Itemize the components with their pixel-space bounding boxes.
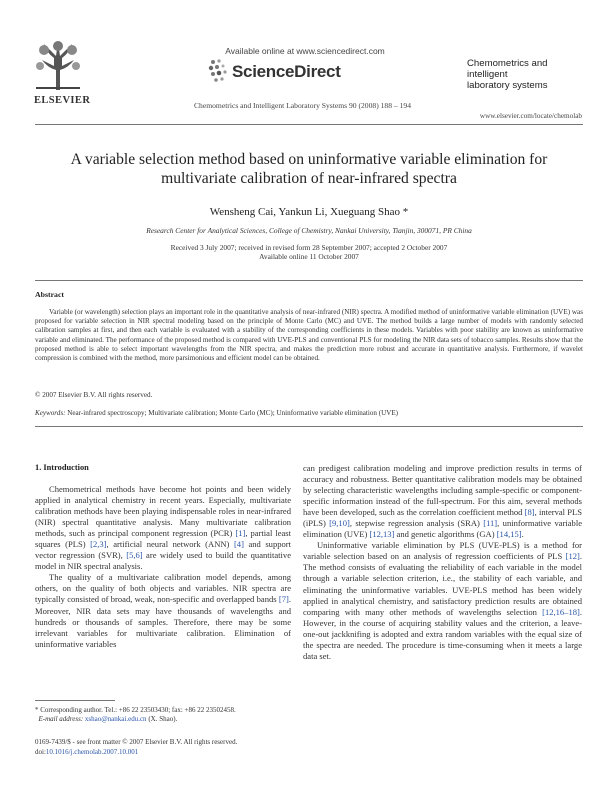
sciencedirect-dots-icon bbox=[208, 58, 228, 84]
citation-link[interactable]: [4] bbox=[233, 539, 244, 550]
journal-title-line: laboratory systems bbox=[467, 80, 548, 92]
email-label: E-mail address: bbox=[38, 715, 84, 723]
keywords-label: Keywords: bbox=[35, 409, 66, 417]
text-run: . The method consists of evaluating the reliability of each variable in the model through a variable selection criterion, i.e., the stability of each variable, and eliminating the uninformative variables. UVE-PLS method has been widely applied in analytical chemistry, and satisfactory prediction results are obtained comparing with many other methods of wavelengths selection bbox=[303, 551, 582, 617]
issn-line: 0169-7439/$ - see front matter © 2007 Elsevier B.V. All rights reserved. bbox=[35, 738, 238, 746]
title-line: A variable selection method based on uninformative variable elimination for bbox=[70, 151, 548, 168]
journal-title-line: intelligent bbox=[467, 69, 508, 81]
text-run: , uninformative variable elimination (UVE) bbox=[303, 518, 582, 540]
keywords-list: Near-infrared spectroscopy; Multivariate calibration; Monte Carlo (MC); Uninformative variable elimination (UVE) bbox=[65, 409, 399, 417]
corresponding-author-line: * Corresponding author. Tel.: +86 22 23503430; fax: +86 22 23502458. bbox=[35, 706, 236, 714]
email-link[interactable]: xshao@nankai.edu.cn bbox=[84, 715, 147, 723]
text-run: The quality of a multivariate calibration model depends, among others, on the quality of both objects and variables. NIR spectra are typically consisted of broad, weak, non-specific and overlapped bands bbox=[35, 572, 291, 605]
abstract-heading: Abstract bbox=[35, 290, 65, 299]
front-matter bbox=[35, 738, 291, 757]
text-run: Chemometrical methods have become hot points and been widely applied in analytical chemistry in recent years. Especially, multivariate calibration methods have been playing indispensable roles in near-infrared (NIR) spectral quantitative analysis. Many multivariate calibration methods, such as principal component regression (PCR) bbox=[35, 484, 291, 539]
abstract-top-divider bbox=[35, 280, 583, 281]
right-column bbox=[303, 463, 582, 662]
journal-citation: Chemometrics and Intelligent Laboratory Systems 90 (2008) 188 – 194 bbox=[193, 101, 411, 110]
text-run: . However, in the course of acquiring stability values and the criterion, a leave-one-out jackknifing is adopted and extra random variables with the equal size of the spectra are needed. The procedure is time-consuming when it meets a large data set. bbox=[303, 606, 582, 661]
intro-paragraph-1 bbox=[35, 484, 291, 572]
left-column bbox=[35, 463, 291, 650]
citation-link[interactable]: [11] bbox=[483, 518, 498, 529]
title-line: multivariate calibration of near-infrared spectra bbox=[161, 170, 457, 187]
journal-title-line: Chemometrics and bbox=[467, 58, 548, 69]
corresponding-author-footnote bbox=[35, 706, 291, 724]
text-run: , partial least squares (PLS) bbox=[35, 528, 291, 550]
doi-line bbox=[35, 748, 291, 758]
citation-link[interactable]: [12,13] bbox=[369, 529, 395, 540]
header-divider bbox=[35, 124, 583, 125]
publisher-name: ELSEVIER bbox=[34, 95, 91, 106]
available-date: Available online 11 October 2007 bbox=[259, 252, 359, 262]
doi-prefix: doi: bbox=[35, 747, 46, 756]
text-run: . Moreover, NIR data sets may have thousands of wavelengths and hundreds or thousands of samples. Therefore, there may be some irrelevant variables for multivariate calibration. Elimination of uninformative variables bbox=[35, 594, 291, 649]
abstract-body: Variable (or wavelength) selection plays an important role in the quantitative analysis of near-infrared (NIR) spectra. A modified method of uninformative variable elimination (UVE) was proposed for variable selection in NIR spectral modeling based on the principle of Monte Carlo (MC) and UVE. The method builds a large number of models with randomly selected calibration samples at first, and then each variable is evaluated with a stability of the corresponding coefficients in these models. Variables with poor stability are known as uninformative variable and eliminated. The performance of the proposed method is compared with UVE-PLS and conventional PLS for modeling the NIR data sets of tobacco samples. Results show that the proposed method is able to select important wavelengths from the NIR spectra, and makes the prediction more robust and accurate in quantitative analysis. Furthermore, if wavelet compression is combined with the method, more parsimonious and efficient model can be obtained. bbox=[35, 308, 583, 363]
citation-link[interactable]: [9,10] bbox=[329, 518, 350, 529]
article-dates bbox=[35, 243, 583, 262]
text-run: and support vector regression (SVR), bbox=[35, 539, 291, 561]
citation-link[interactable]: [12] bbox=[565, 551, 580, 562]
sciencedirect-wordmark: ScienceDirect bbox=[232, 62, 341, 81]
keywords bbox=[35, 409, 583, 417]
citation-link[interactable]: [7] bbox=[278, 594, 289, 605]
elsevier-tree-icon bbox=[34, 40, 82, 90]
text-run: . bbox=[521, 529, 524, 540]
text-run: , stepwise regression analysis (SRA) bbox=[349, 518, 484, 529]
text-run: are widely used to build the quantitative model in NIR spectral analysis. bbox=[35, 550, 291, 572]
abstract-bottom-divider bbox=[35, 426, 583, 427]
citation-link[interactable]: [8] bbox=[524, 507, 535, 518]
text-run: , interval PLS (iPLS) bbox=[303, 507, 582, 529]
footnote-divider bbox=[35, 700, 115, 701]
email-line bbox=[35, 715, 291, 724]
author-list: Wensheng Cai, Yankun Li, Xueguang Shao * bbox=[209, 206, 409, 218]
available-online-text: Available online at www.sciencedirect.com bbox=[225, 46, 385, 56]
text-run: , artificial neural network (ANN) bbox=[106, 539, 234, 550]
intro-paragraph-3 bbox=[303, 463, 582, 540]
abstract-copyright: © 2007 Elsevier B.V. All rights reserved. bbox=[35, 391, 153, 399]
affiliation: Research Center for Analytical Sciences, College of Chemistry, Nankai University, Tianjin, 300071, PR China bbox=[146, 226, 472, 235]
citation-link[interactable]: [14,15] bbox=[496, 529, 522, 540]
intro-paragraph-2 bbox=[35, 572, 291, 649]
text-run: and genetic algorithms (GA) bbox=[394, 529, 497, 540]
journal-url-link[interactable]: www.elsevier.com/locate/chemolab bbox=[479, 112, 582, 120]
received-dates: Received 3 July 2007; received in revised form 28 September 2007; accepted 2 October 2007 bbox=[170, 243, 448, 252]
section-heading: 1. Introduction bbox=[35, 463, 89, 472]
citation-link[interactable]: [5,6] bbox=[126, 550, 143, 561]
citation-link[interactable]: [2,3] bbox=[90, 539, 107, 550]
citation-link[interactable]: [12,16–18] bbox=[542, 606, 580, 617]
intro-paragraph-4 bbox=[303, 540, 582, 662]
email-suffix: (X. Shao). bbox=[146, 715, 178, 723]
journal-title bbox=[467, 58, 587, 92]
doi-link[interactable]: 10.1016/j.chemolab.2007.10.001 bbox=[45, 747, 139, 756]
paper-title bbox=[35, 150, 583, 188]
text-run: Uninformative variable elimination by PLS (UVE-PLS) is a method for variable selection based on an analysis of regression coefficients of PLS bbox=[303, 540, 582, 562]
text-run: can predigest calibration modeling and improve prediction results in terms of accuracy and robustness. Better quantitative calibration models may be obtained by selecting characteristic wavelengths including sample-specific or component-specific information instead of the full-spectrum. For this aim, several methods have been developed, such as the correlation coefficient method bbox=[303, 463, 582, 518]
citation-link[interactable]: [1] bbox=[235, 528, 246, 539]
